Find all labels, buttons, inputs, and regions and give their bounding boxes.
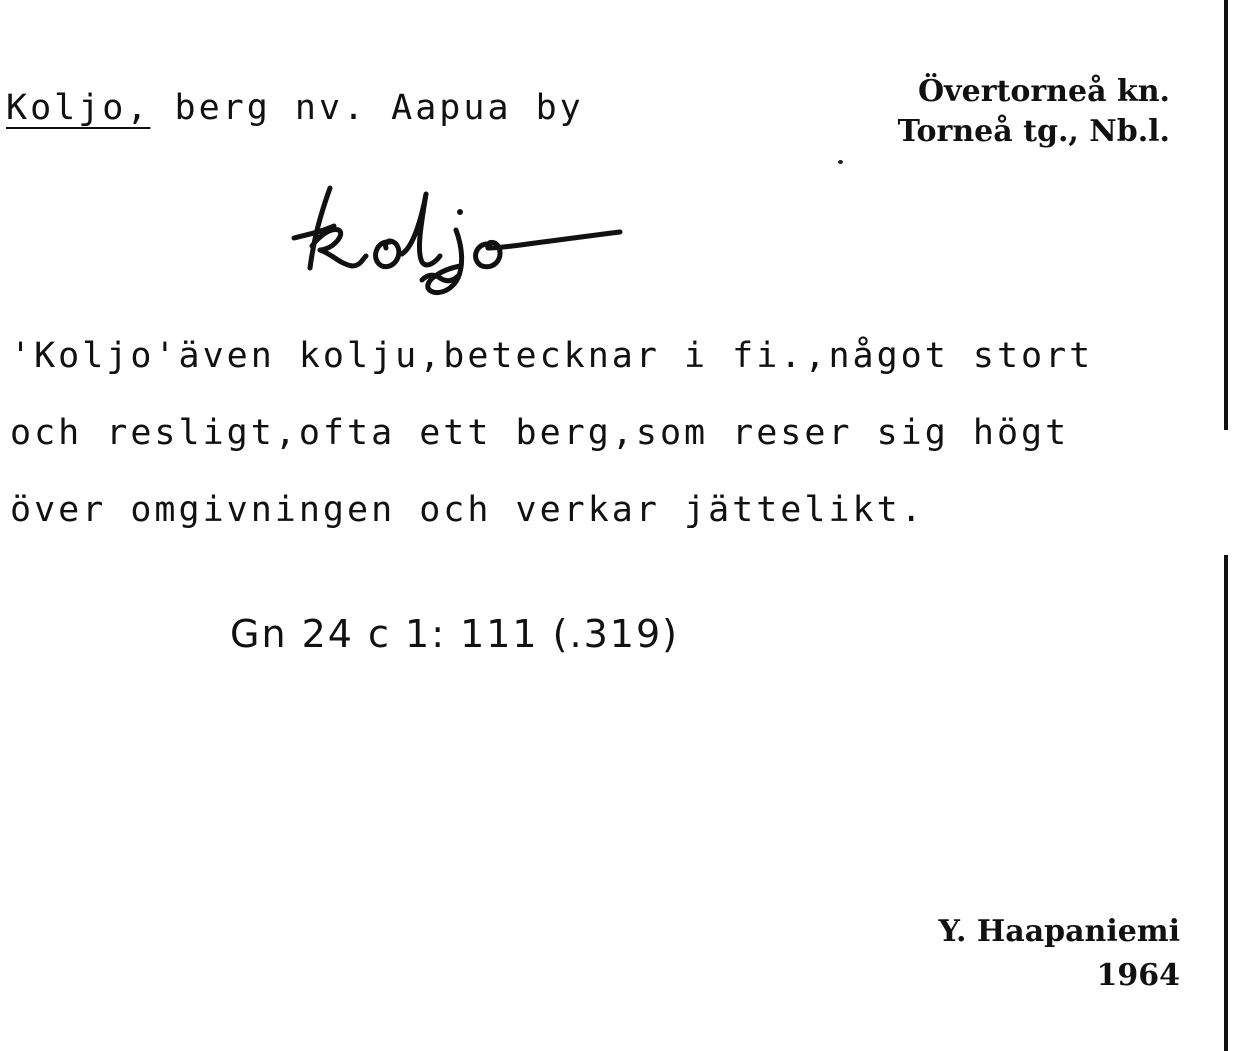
handwritten-form	[290, 176, 650, 306]
signature-block	[938, 910, 1180, 998]
reference-code: Gn 24 c 1: 111 (.319)	[230, 612, 679, 656]
body-line-3: över omgivningen och verkar jättelikt.	[10, 490, 925, 530]
signature-name: Y. Haapaniemi	[938, 914, 1180, 949]
card-edge-line	[1224, 0, 1228, 430]
headword-description: berg nv. Aapua by	[174, 88, 584, 128]
card-edge-line-lower	[1224, 555, 1228, 1051]
body-line-1: 'Koljo'även kolju,betecknar i fi.,något stort	[10, 336, 1094, 376]
headword-line	[6, 88, 584, 128]
parish-line-1: Övertorneå kn.	[918, 74, 1170, 109]
ink-speck	[838, 160, 843, 164]
parish-line-2: Torneå tg., Nb.l.	[897, 114, 1170, 149]
parish-block	[898, 72, 1170, 152]
signature-year: 1964	[1096, 958, 1180, 993]
headword: Koljo,	[6, 88, 151, 128]
body-line-2: och resligt,ofta ett berg,som reser sig högt	[10, 413, 1070, 453]
